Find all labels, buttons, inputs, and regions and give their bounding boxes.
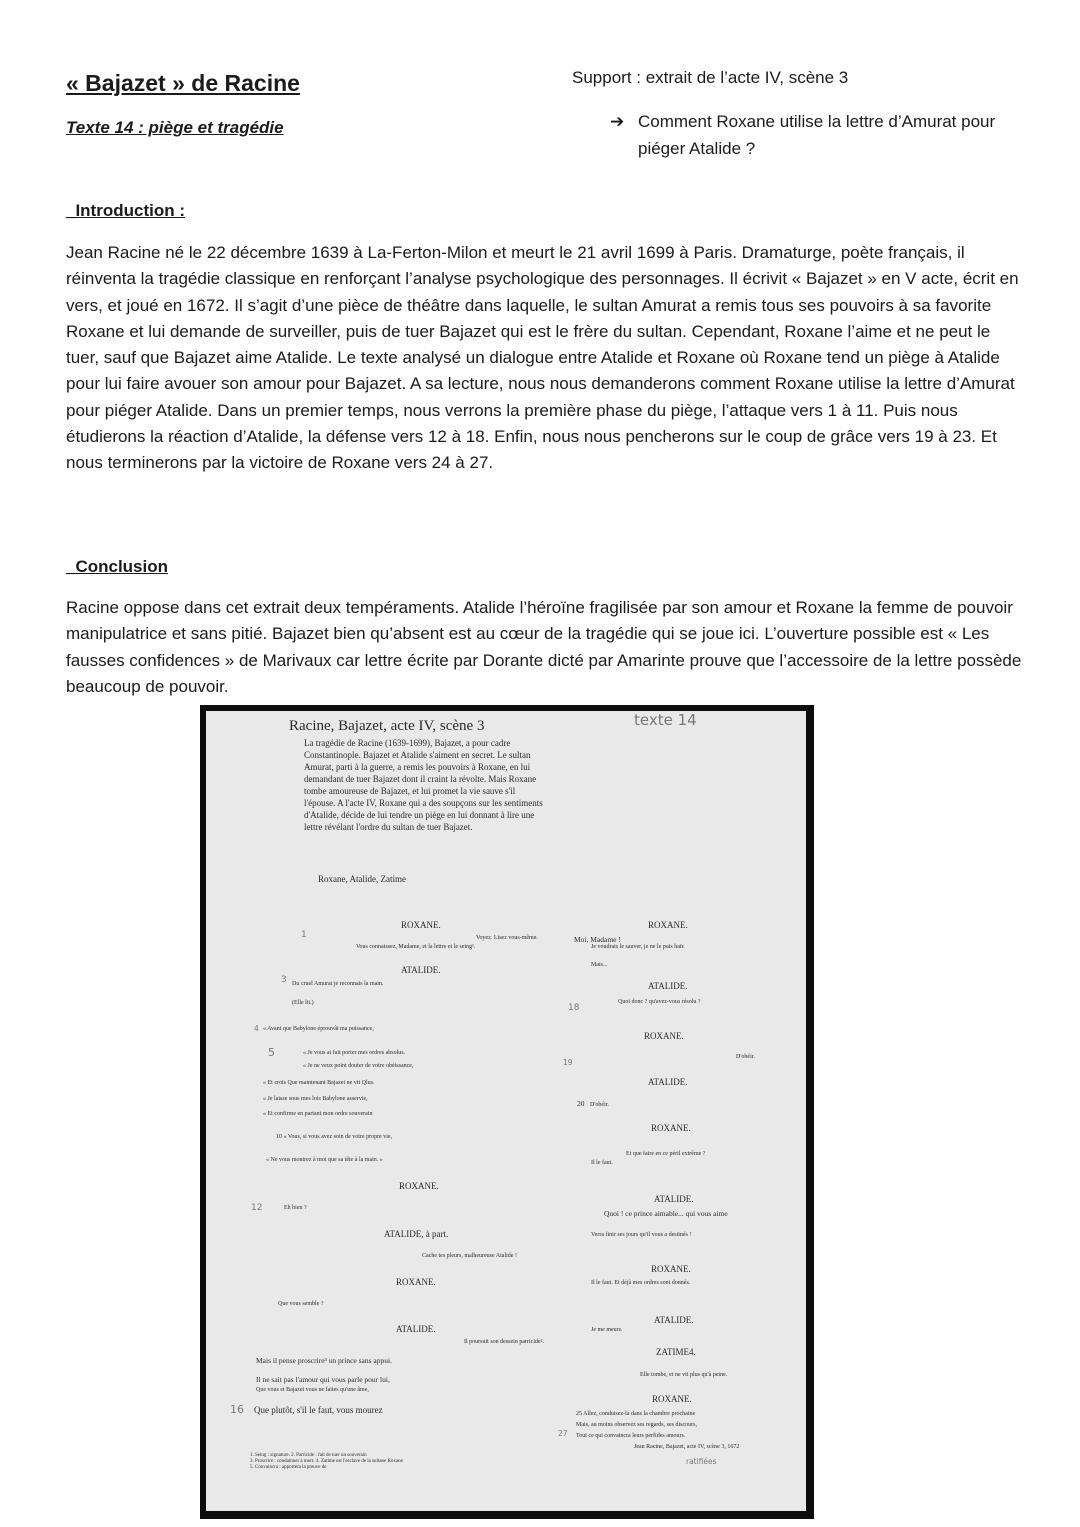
scan-verse: « Ne vous montrez à moi que sa tête à la main. »	[266, 1157, 383, 1163]
scan-verse: Cache tes pleurs, malheureuse Atalide !	[422, 1253, 517, 1259]
scan-verse: Elle tombe, et ne vit plus qu'à peine.	[640, 1372, 728, 1378]
scan-line-number: 20	[577, 1099, 585, 1108]
scan-speaker: ROXANE.	[401, 920, 441, 930]
scan-speaker: ATALIDE, à part.	[384, 1229, 449, 1239]
scan-footnote: 3. Proscrire : condamner à mort. 4. Zatime est l'esclave de la sultane Roxane	[250, 1459, 403, 1464]
scan-speaker: ATALIDE.	[654, 1194, 694, 1204]
scan-verse: D'obéir.	[736, 1054, 755, 1060]
introduction-text: Jean Racine né le 22 décembre 1639 à La-Ferton-Milon et meurt le 21 avril 1699 à Paris. Dramaturge, poète français, il réinventa la tragédie classique en renforçant l’analyse psychologique des personnages. Il écrivit « Bajazet » en V acte, écrit en vers, et joué en 1672. Il s’agit d’une pièce de théâtre dans laquelle, le sultan Amurat a remis tous ses pouvoirs à sa favorite Roxane et lui demande de surveiller, puis de tuer Bajazet qui est le frère du sultan. Cependant, Roxane l’aime et ne peut le tuer, sauf que Bajazet aime Atalide. Le texte analysé un dialogue entre Atalide et Roxane où Roxane tend un piège à Atalide pour lui faire avouer son amour pour Bajazet. A sa lecture, nous nous demanderons comment Roxane utilise la lettre d’Amurat pour piéger Atalide. Dans un premier temps, nous verrons la première phase du piège, l’attaque vers 1 à 11. Puis nous étudierons la réaction d’Atalide, la défense vers 12 à 18. Enfin, nous nous pencherons sur le coup de grâce vers 19 à 23. Et nous terminerons par la victoire de Roxane vers 24 à 27.	[66, 243, 1019, 473]
scan-verse: « Je ne veux point douter de votre obéissance,	[303, 1063, 414, 1069]
scan-verse: Que plutôt, s'il le faut, vous mourez	[254, 1405, 383, 1415]
introduction-heading: _Introduction :	[66, 201, 185, 220]
scan-verse: Et que faire en ce péril extrême ?	[626, 1151, 706, 1157]
scan-speaker: ATALIDE.	[654, 1315, 694, 1325]
scan-speaker: ROXANE.	[396, 1277, 436, 1287]
scan-verse: Vous connaissez, Madame, et la lettre et le seing¹.	[356, 944, 476, 950]
scan-verse: Quoi ! ce prince aimable... qui vous aime	[604, 1209, 728, 1218]
scan-verse: Que vous semble ?	[278, 1301, 324, 1307]
scan-footnotes	[250, 1453, 403, 1471]
scan-verse: « Je vous ai fait porter mes ordres absolus.	[303, 1050, 406, 1056]
scanned-text-image	[200, 705, 814, 1519]
scanned-paper	[206, 711, 806, 1511]
scan-verse: Eh bien ?	[284, 1205, 307, 1211]
problem-question	[610, 108, 1030, 162]
conclusion-heading: _Conclusion	[66, 557, 169, 576]
scan-verse: Tout ce qui convaincra leurs perfides amours.	[576, 1433, 686, 1439]
scan-speaker: ROXANE.	[648, 920, 688, 930]
scan-line-number: 4	[254, 1024, 259, 1033]
scan-verse: Que vous et Bajazet vous ne faites qu'une âme,	[256, 1387, 369, 1393]
scan-verse: Du cruel Amurat je reconnais la main.	[292, 981, 384, 987]
scan-verse: Mais...	[591, 962, 608, 968]
scan-verse: Il ne sait pas l'amour qui vous parle pour lui,	[256, 1375, 390, 1384]
scan-verse: Il le faut. Et déjà mes ordres sont donnés.	[591, 1280, 691, 1286]
scan-verse: Je me meurs.	[591, 1327, 623, 1333]
scan-verse: Voyez. Lisez vous-même.	[476, 935, 538, 941]
scan-speaker: ATALIDE.	[648, 1077, 688, 1087]
scan-verse: « Je laisse sous mes lois Babylone asservie,	[263, 1096, 368, 1102]
scan-line-number: 27	[558, 1429, 568, 1438]
scan-verse: Quoi donc ? qu'avez-vous résolu ?	[618, 999, 701, 1005]
scan-speaker: ATALIDE.	[401, 965, 441, 975]
scan-speaker: ZATIME4.	[656, 1347, 696, 1357]
scan-speaker: ATALIDE.	[648, 981, 688, 991]
scan-speaker: ROXANE.	[651, 1264, 691, 1274]
scan-verse: Moi, Madame !	[574, 935, 621, 944]
scan-verse: 25 Allez, conduisez-la dans la chambre prochaine	[576, 1411, 696, 1417]
scan-speaker: ROXANE.	[652, 1394, 692, 1404]
scan-verse: D'obéir.	[590, 1102, 609, 1108]
scan-verse: (Elle lit.)	[292, 1000, 314, 1006]
scan-line-number: 12	[251, 1203, 263, 1213]
document-subtitle: Texte 14 : piège et tragédie	[66, 118, 284, 137]
arrow-right-icon: ➔	[610, 112, 625, 131]
problem-question-text: Comment Roxane utilise la lettre d’Amurat pour piéger Atalide ?	[638, 112, 996, 158]
scan-speaker: ATALIDE.	[396, 1324, 436, 1334]
scan-verse: Il le faut.	[591, 1160, 613, 1166]
scan-cast: Roxane, Atalide, Zatime	[318, 874, 406, 884]
scan-verse: « Et crois Que maintenant Bajazet ne vit Qlus.	[263, 1080, 375, 1086]
scan-verse: « Et confirme en partant mon ordre souverain	[263, 1111, 373, 1117]
scan-footnote: 1. Seing : signature. 2. Parricide : fait de tuer un souverain	[250, 1453, 367, 1458]
scan-credit: Jean Racine, Bajazet, acte IV, scène 3, 1672	[634, 1444, 740, 1450]
scan-verse: Mais il pense proscrire³ un prince sans appui.	[256, 1356, 392, 1365]
document-title: « Bajazet » de Racine	[66, 70, 300, 96]
scan-footnote: 5. Convaincra : apportera la preuve de	[250, 1465, 327, 1470]
scan-line-number: 16	[230, 1403, 244, 1416]
support-line: Support : extrait de l’acte IV, scène 3	[572, 68, 849, 87]
scan-verse: Mais, au moins observez ses regards, ses discours,	[576, 1422, 697, 1428]
scan-verse: « Avant que Babylone éprouvât ma puissance,	[263, 1026, 374, 1032]
scan-speaker: ROXANE.	[644, 1031, 684, 1041]
scan-line-number: 1	[301, 930, 307, 940]
scan-line-number: 18	[568, 1003, 580, 1013]
scan-handwritten-tag: texte 14	[634, 711, 697, 729]
scan-line-number: 5	[268, 1046, 275, 1059]
scan-speaker: ROXANE.	[651, 1123, 691, 1133]
conclusion-text: Racine oppose dans cet extrait deux tempéraments. Atalide l’héroïne fragilisée par son amour et Roxane la femme de pouvoir manipulatrice et sans pitié. Bajazet bien qu’absent est au cœur de la tragédie qui se joue ici. L’ouverture possible est « Les fausses confidences » de Marivaux car lettre écrite par Dorante dicté par Amarinte prouve que l’accessoire de la lettre possède beaucoup de pouvoir.	[66, 598, 1022, 696]
scan-intro: La tragédie de Racine (1639-1699), Bajazet, a pour cadre Constantinople. Bajazet et Atalide s'aiment en secret. Le sultan Amurat, parti à la guerre, a remis les pouvoirs à Roxane, en lui demandant de tuer Bajazet dont il craint la révolte. Mais Roxane tombe amoureuse de Bajazet, et lui promet la vie sauve s'il l'épouse. A l'acte IV, Roxane qui a des soupçons sur les sentiments d'Atalide, décide de lui tendre un piège en lui donnant à lire une lettre révélant l'ordre du sultan de tuer Bajazet.	[304, 738, 543, 832]
scan-verse: Je voudrais le sauver, je ne le puis haïr.	[591, 944, 685, 950]
scan-verse: Verra finir ses jours qu'il vous a destinés !	[591, 1232, 692, 1238]
scan-verse: 10 « Vous, si vous avez soin de votre propre vie,	[276, 1134, 393, 1140]
scan-verse: Il poursuit son dessein parricide².	[464, 1339, 544, 1345]
scan-handwritten-note: ratifiées	[686, 1457, 717, 1466]
scan-heading: Racine, Bajazet, acte IV, scène 3	[289, 718, 485, 734]
scan-line-number: 19	[563, 1058, 573, 1067]
scan-line-number: 3	[281, 975, 287, 985]
scan-speaker: ROXANE.	[399, 1181, 439, 1191]
